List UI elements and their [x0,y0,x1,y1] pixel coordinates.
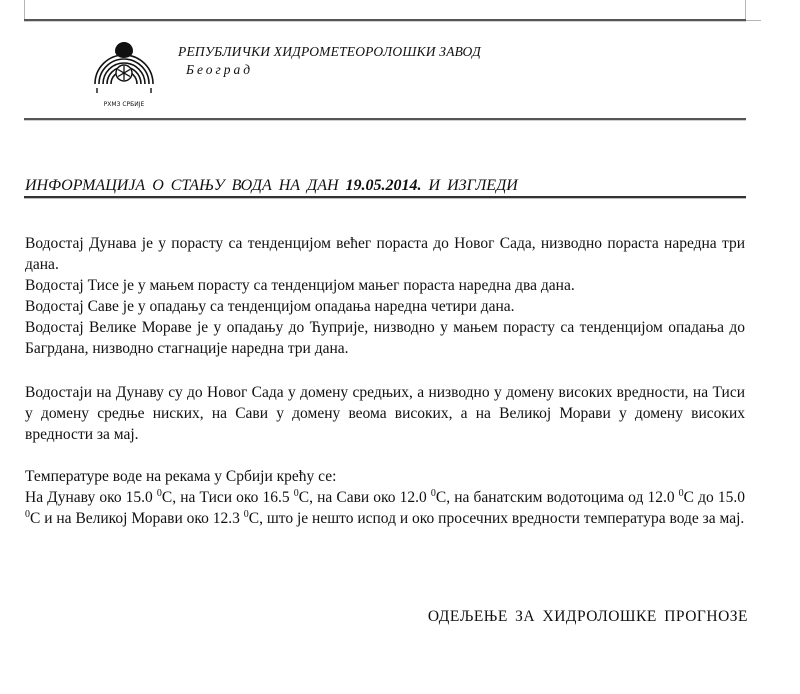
department-signature: ОДЕЉЕЊЕ ЗА ХИДРОЛОШКЕ ПРОГНОЗЕ [427,608,748,625]
title-underline [24,196,746,199]
title-date: 19.05.2014. [345,177,422,194]
forecast-velika-morava: Водостај Велике Мораве је у опадању до Ћуприје, низводно у мањем порасту са тенденцијом опадања до Багрдана, низводно стагнације наредна три дана. [25,319,745,357]
title-prefix: ИНФОРМАЦИЈА О СТАЊУ ВОДА НА ДАН [25,177,339,194]
temp-segment: , што је нешто испод и око просечних вредности температура воде за мај. [259,510,745,527]
temp-unit: C [248,510,260,527]
temp-unit: C [435,489,447,506]
organization-name: РЕПУБЛИЧКИ ХИДРОМЕТЕОРОЛОШКИ ЗАВОД [178,44,481,59]
temperature-intro: Температуре воде на рекама у Србији крећу се: [25,468,337,485]
logo-caption: РХМЗ СРБИЈЕ [103,101,145,108]
temperature-values [25,487,745,529]
temp-unit: C [30,510,41,527]
temp-unit: C [161,489,173,506]
degree-sign: 0 [25,508,30,520]
title-suffix: И ИЗГЛЕДИ [428,177,518,194]
temp-segment: , на Тиси око 16.5 [172,489,294,506]
forecast-sava: Водостај Саве је у опадању са тенденцијом опадања наредна четири дана. [25,298,515,315]
page-corner-mark-left [24,0,25,20]
document-title [25,177,518,195]
water-levels-section [25,382,745,445]
temp-segment: и на Великој Морави око 12.3 [40,510,244,527]
rhmz-logo [88,40,160,112]
degree-sign: 0 [293,487,299,499]
degree-sign: 0 [678,487,684,499]
page-corner-mark-right [745,0,761,21]
header-bottom-rule [24,118,746,121]
temperature-section [25,466,745,529]
water-levels-text: Водостаји на Дунаву су до Новог Сада у домену средњих, а низводно у домену високих вредности, на Тиси у домену средње ниских, на Сави у домену веома високих, а на Великој Морави у домену високих вредности за мај. [25,384,745,443]
temp-segment: На Дунаву око 15.0 [25,489,157,506]
snowflake-emblem-icon [95,42,153,93]
degree-sign: 0 [156,487,162,499]
organization-city: Београд [186,62,254,77]
temp-segment: , на Сави око 12.0 [309,489,431,506]
temp-unit: C [683,489,695,506]
degree-sign: 0 [243,508,249,520]
forecast-danube: Водостај Дунава је у порасту са тенденцијом већег пораста до Новог Сада, низводно пораста наредна три дана. [25,235,745,273]
forecast-section [25,233,745,359]
header-top-rule [24,19,746,22]
forecast-tisa: Водостај Тисе је у мањем порасту са тенденцијом мањег пораста наредна два дана. [25,277,575,294]
temp-segment: до 15.0 [694,489,745,506]
temp-unit: C [298,489,310,506]
temp-segment: , на банатским водотоцима од 12.0 [446,489,679,506]
degree-sign: 0 [430,487,436,499]
